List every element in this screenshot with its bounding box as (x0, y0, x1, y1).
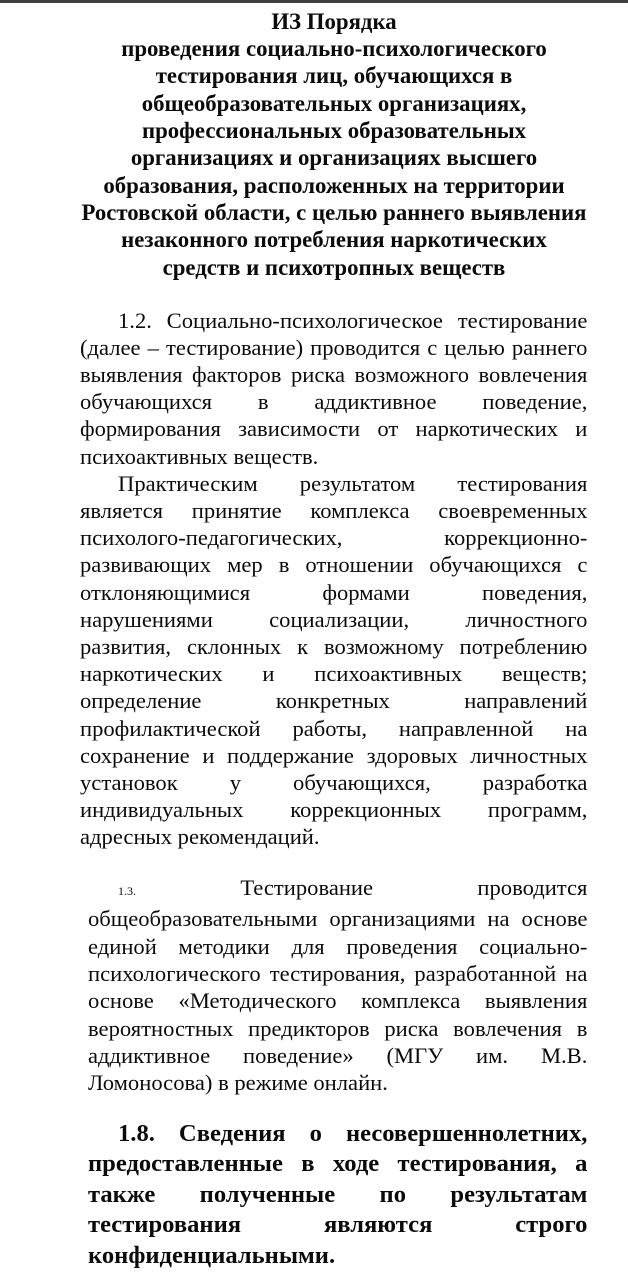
paragraph-line: общеобразовательными организациями на основе (88, 906, 588, 932)
heading-line-3: тестирования лиц, обучающихся в (155, 63, 513, 89)
paragraph-line: индивидуальных коррекционных программ, (80, 797, 588, 823)
paragraph-line: психолого-педагогических, коррекционно- (80, 525, 588, 551)
bold-paragraph-line: тестирования являются строго (88, 1211, 588, 1238)
paragraph-line: является принятие комплекса своевременных (80, 498, 588, 524)
paragraph-line: отклоняющимися формами поведения, (80, 579, 588, 605)
heading-line-4: общеобразовательных организациях, (141, 90, 527, 116)
paragraph-line: (далее – тестирование) проводится с целью раннего (80, 334, 588, 360)
paragraph-line: Практическим результатом тестирования (118, 470, 588, 496)
bold-paragraph-line: предоставленные в ходе тестирования, а (88, 1150, 588, 1177)
paragraph-line: сохранение и поддержание здоровых личностных (80, 742, 588, 768)
heading-line-8: Ростовской области, с целью раннего выявления (81, 200, 587, 226)
clause-1-2-paragraph-1 (80, 307, 588, 470)
paragraph-line: Ломоносова) в режиме онлайн. (88, 1070, 388, 1096)
paragraph-line: 1.2. Социально-психологическое тестирование (118, 307, 588, 333)
heading-line-10: средств и психотропных веществ (162, 254, 506, 280)
heading-line-9: незаконного потребления наркотических (121, 227, 547, 253)
paragraph-line: определение конкретных направлений (80, 688, 588, 714)
paragraph-line: психоактивных веществ. (80, 443, 319, 469)
paragraph-line: вероятностных предикторов риска вовлечения в (88, 1015, 588, 1041)
paragraph-line: обучающихся в аддиктивное поведение, (80, 389, 588, 415)
clause-number: 1.3. (118, 884, 136, 899)
paragraph-line: адресных рекомендаций. (80, 824, 320, 850)
paragraph-line-text: Тестирование проводится (240, 875, 588, 901)
heading-line-7: образования, расположенных на территории (103, 172, 565, 198)
clause-1-2-paragraph-2 (80, 470, 588, 851)
paragraph-line: аддиктивное поведение» (МГУ им. М.В. (88, 1042, 588, 1068)
heading-line-5: профессиональных образовательных (141, 118, 527, 144)
paragraph-line: развивающих мер в отношении обучающихся с (80, 552, 588, 578)
paragraph-line: единой методики для проведения социально- (88, 933, 588, 959)
paragraph-line (118, 874, 588, 905)
top-edge-bar (0, 0, 628, 3)
heading-line-2: проведения социально-психологического (121, 36, 547, 62)
paragraph-line: наркотических и психоактивных веществ; (80, 661, 588, 687)
clause-1-8 (88, 1119, 588, 1272)
bold-paragraph-line: 1.8. Сведения о несовершеннолетних, (118, 1119, 588, 1147)
document-heading (80, 8, 588, 281)
heading-line-1: ИЗ Порядка (271, 8, 397, 34)
bold-paragraph-line: конфиденциальными. (88, 1241, 336, 1269)
paragraph-line: развития, склонных к возможному потреблению (80, 634, 588, 660)
bold-paragraph-line: также полученные по результатам (88, 1180, 588, 1208)
paragraph-line: профилактической работы, направленной на (80, 715, 588, 741)
paragraph-line: психологического тестирования, разработанной на (88, 961, 588, 987)
clause-1-3 (88, 874, 588, 1096)
paragraph-line: установок у обучающихся, разработка (80, 770, 588, 796)
heading-line-6: организациях и организациях высшего (130, 145, 538, 171)
clause-1-2 (80, 307, 588, 851)
paragraph-line: основе «Методического комплекса выявления (88, 988, 588, 1014)
paragraph-line: выявления факторов риска возможного вовлечения (80, 362, 588, 387)
paragraph-line: формирования зависимости от наркотических и (80, 416, 588, 442)
paragraph-line: нарушениями социализации, личностного (80, 606, 588, 632)
